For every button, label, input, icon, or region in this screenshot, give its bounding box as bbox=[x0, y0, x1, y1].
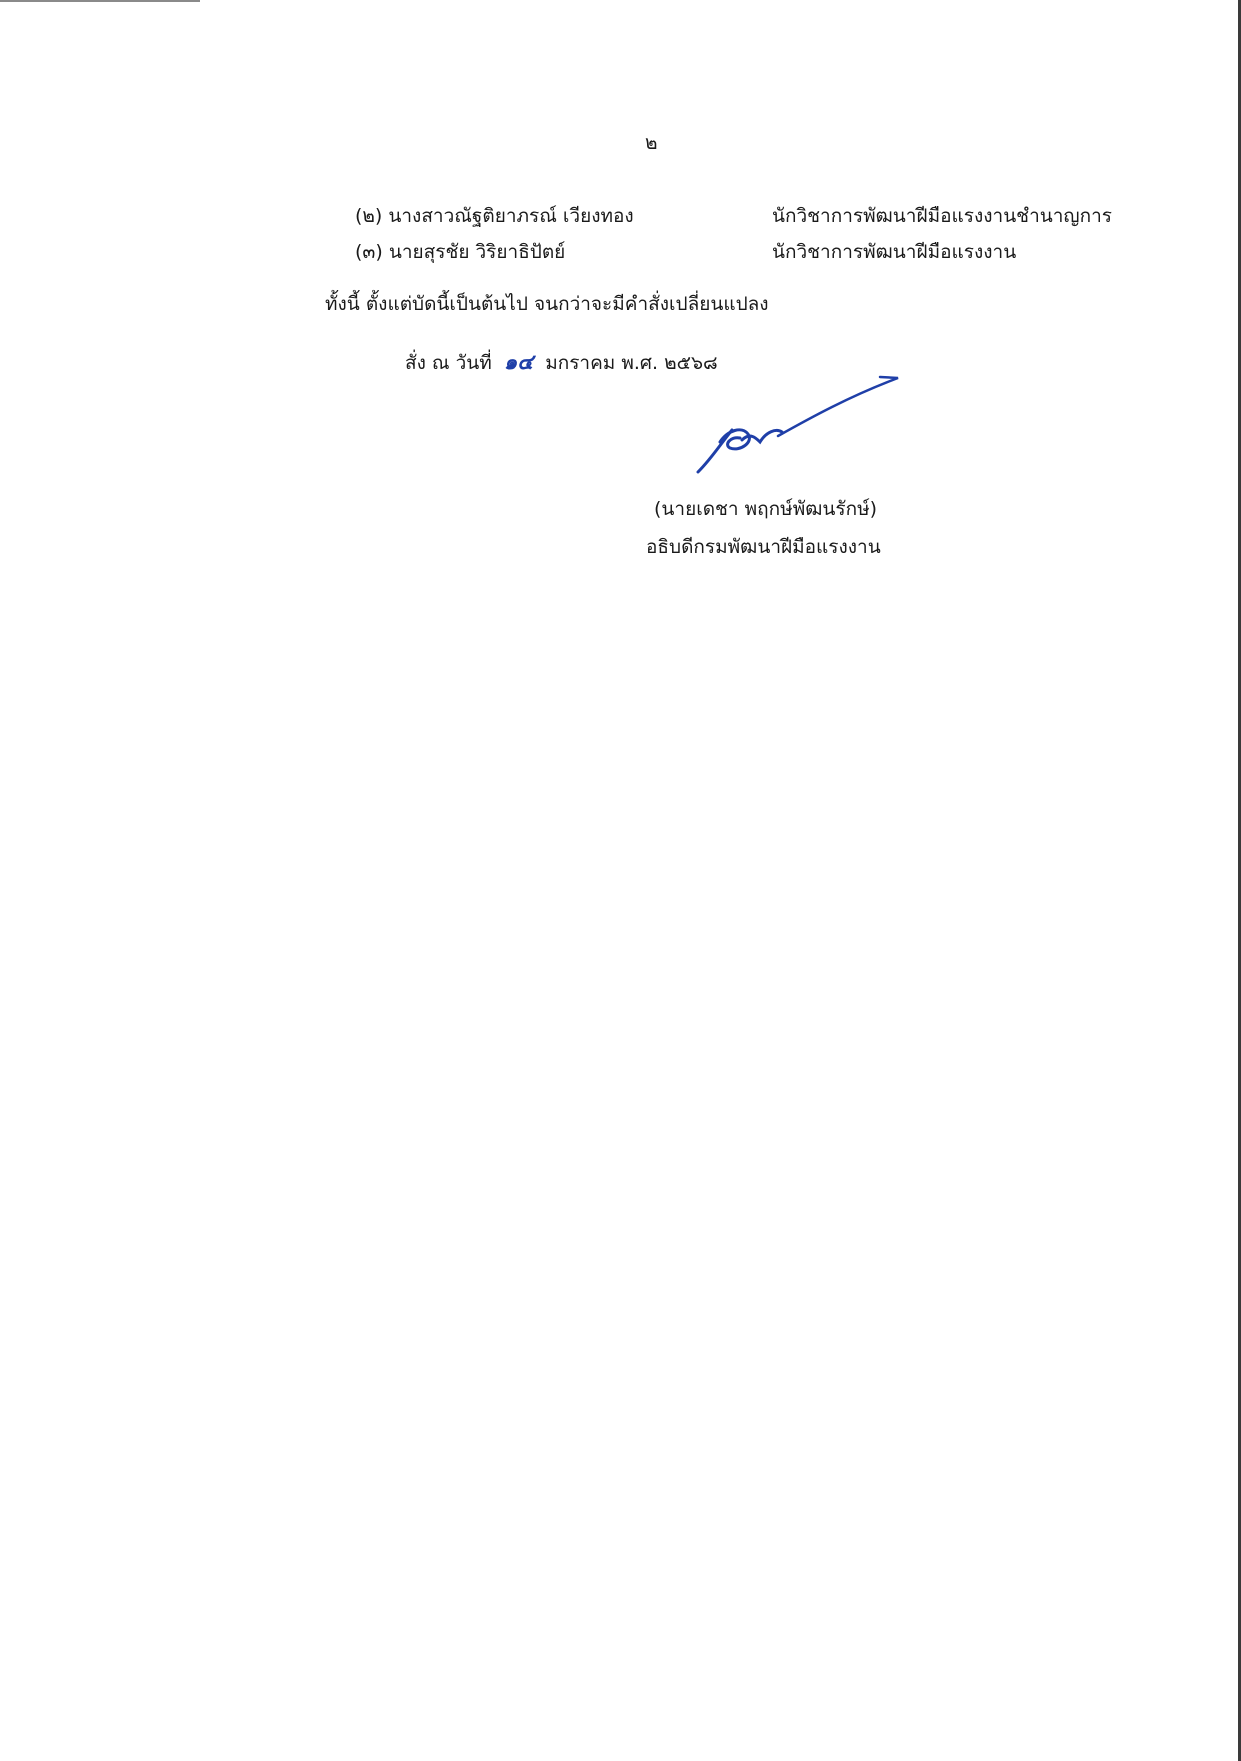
order-date bbox=[405, 350, 718, 375]
order-date-month-year: มกราคม พ.ศ. ๒๕๖๘ bbox=[545, 352, 718, 374]
signer-title: อธิบดีกรมพัฒนาฝีมือแรงงาน bbox=[646, 536, 881, 558]
order-date-day: ๑๔ bbox=[503, 350, 534, 374]
scan-edge-top bbox=[0, 0, 200, 2]
signature-image bbox=[690, 370, 910, 485]
assignee-position-2: นักวิชาการพัฒนาฝีมือแรงงานชำนาญการ bbox=[772, 205, 1112, 227]
signer-name: (นายเดชา พฤกษ์พัฒนรักษ์) bbox=[654, 498, 878, 520]
effective-statement: ทั้งนี้ ตั้งแต่บัดนี้เป็นต้นไป จนกว่าจะมีคำสั่งเปลี่ยนแปลง bbox=[325, 293, 769, 315]
page-number: ๒ bbox=[645, 132, 658, 154]
order-date-prefix: สั่ง ณ วันที่ bbox=[405, 352, 492, 374]
assignee-name-3: (๓) นายสุรชัย วิริยาธิปัตย์ bbox=[355, 241, 566, 263]
assignee-position-3: นักวิชาการพัฒนาฝีมือแรงงาน bbox=[772, 241, 1017, 263]
assignee-name-2: (๒) นางสาวณัฐติยาภรณ์ เวียงทอง bbox=[355, 205, 634, 227]
